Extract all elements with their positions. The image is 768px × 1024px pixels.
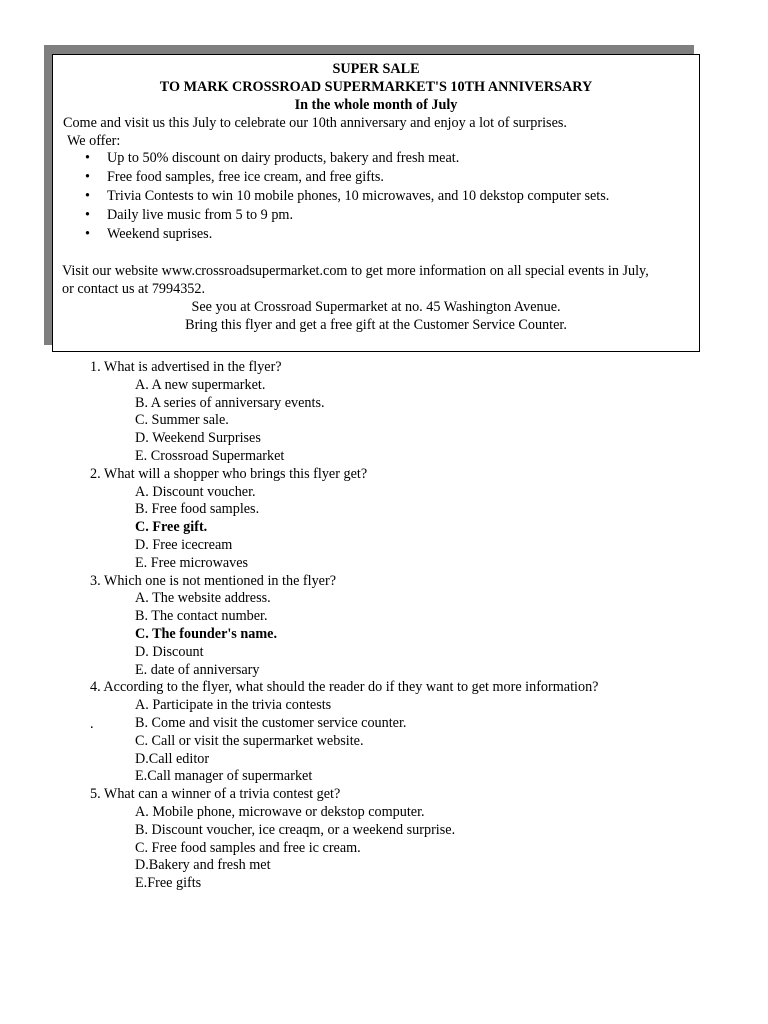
flyer-intro: Come and visit us this July to celebrate our 10th anniversary and enjoy a lot of surprises. [63,115,567,131]
flyer-title: SUPER SALE [332,61,420,77]
flyer-website-line-2: or contact us at 7994352. [62,281,206,297]
answer-option: A. Mobile phone, microwave or dekstop computer. [135,803,425,820]
answer-option: B. The contact number. [135,608,268,625]
answer-option: A. A new supermarket. [135,376,266,393]
answer-option: C. Call or visit the supermarket website. [135,732,364,749]
bullet-icon: • [85,207,90,223]
flyer-box [52,54,700,352]
question-text: 3. Which one is not mentioned in the flyer? [90,572,336,589]
offer-item [67,149,609,168]
answer-option: C. Summer sale. [135,412,229,429]
offer-text: Free food samples, free ice cream, and free gifts. [107,169,384,185]
bullet-icon: • [85,169,90,185]
offer-list [67,149,609,244]
answer-option: B. Come and visit the customer service counter. [135,714,407,731]
answer-option: E. Crossroad Supermarket [135,447,285,464]
answer-option: D. Weekend Surprises [135,430,261,447]
flyer-offer-heading: We offer: [67,133,121,149]
offer-item [67,168,609,187]
offer-item [67,225,609,244]
flyer-address-line: See you at Crossroad Supermarket at no. 45 Washington Avenue. [191,299,561,315]
question-block [0,679,768,786]
bullet-icon: • [85,150,90,166]
answer-option: B. Discount voucher, ice creaqm, or a weekend surprise. [135,821,456,838]
question-text: 1. What is advertised in the flyer? [90,359,282,375]
offer-text: Daily live music from 5 to 9 pm. [107,207,293,223]
question-block [0,573,768,680]
question-text: 2. What will a shopper who brings this flyer get? [90,465,368,482]
answer-option: A. Discount voucher. [135,483,256,500]
flyer-period: In the whole month of July [294,97,458,113]
flyer-gift-line: Bring this flyer and get a free gift at the Customer Service Counter. [185,317,567,333]
question-block [0,359,768,466]
offer-item [67,206,609,225]
answer-option: E. Free microwaves [135,554,249,571]
answer-option: B. Free food samples. [135,501,260,518]
answer-option: A. The website address. [135,590,271,607]
offer-text: Weekend suprises. [107,226,213,242]
question-block [0,466,768,573]
answer-option: E.Free gifts [135,875,202,892]
answer-option: C. Free gift. [135,519,208,536]
answer-option: E.Call manager of supermarket [135,768,313,785]
question-block [0,786,768,893]
answer-option: D. Discount [135,643,204,660]
answer-option: D.Call editor [135,750,210,767]
offer-text: Trivia Contests to win 10 mobile phones, 10 microwaves, and 10 dekstop computer sets. [107,188,610,204]
bullet-icon: • [85,226,90,242]
answer-option: D.Bakery and fresh met [135,857,271,874]
answer-option: C. The founder's name. [135,625,278,642]
question-text: 4. According to the flyer, what should the reader do if they want to get more information? [90,679,599,696]
stray-mark: . [90,716,94,732]
offer-text: Up to 50% discount on dairy products, bakery and fresh meat. [107,150,460,166]
bullet-icon: • [85,188,90,204]
flyer-subtitle: TO MARK CROSSROAD SUPERMARKET'S 10TH ANNIVERSARY [159,79,593,95]
answer-option: A. Participate in the trivia contests [135,697,332,714]
question-text: 5. What can a winner of a trivia contest get? [90,786,341,803]
question-list [0,359,768,893]
answer-option: B. A series of anniversary events. [135,394,325,411]
flyer-website-line-1: Visit our website www.crossroadsupermarket.com to get more information on all special events in July, [62,263,649,279]
answer-option: D. Free icecream [135,536,233,553]
answer-option: C. Free food samples and free ic cream. [135,839,361,856]
offer-item [67,187,609,206]
answer-option: E. date of anniversary [135,661,260,678]
